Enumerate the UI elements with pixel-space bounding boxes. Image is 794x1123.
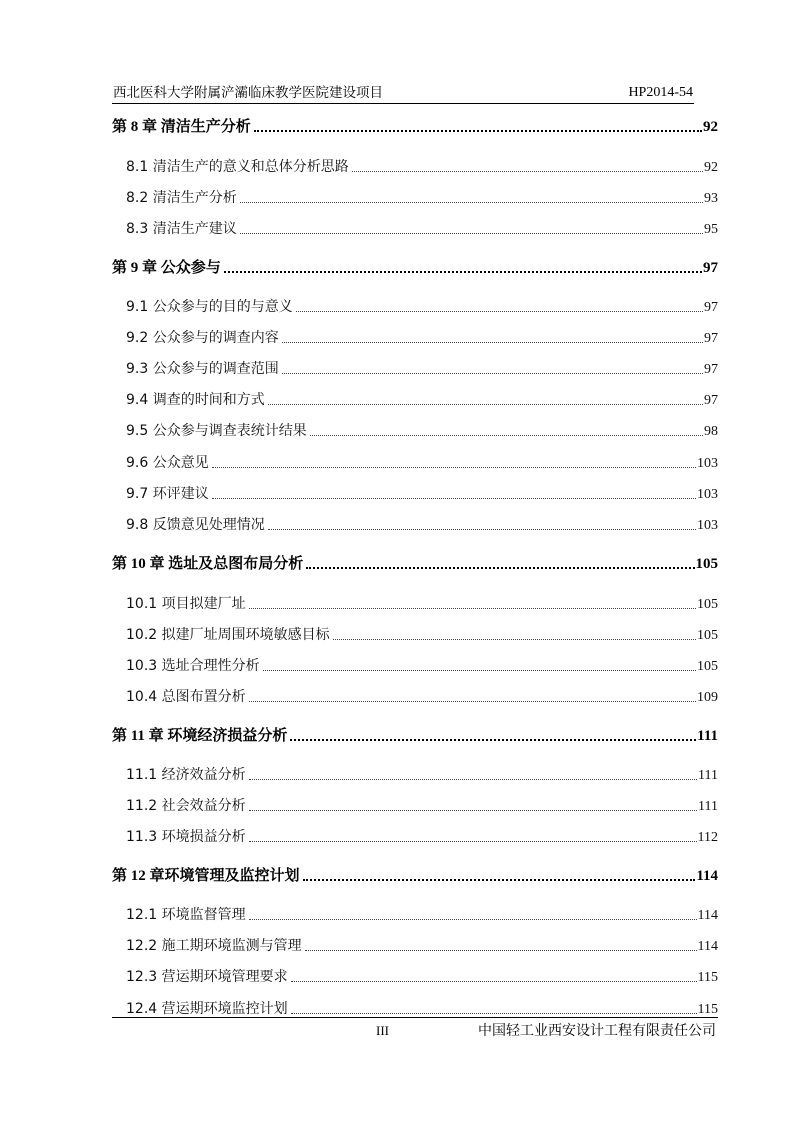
toc-section-entry[interactable] xyxy=(112,994,718,1018)
toc-entry-title: 9.7 环评建议 xyxy=(126,486,209,502)
toc-entry-title: 10.2 拟建厂址周围环境敏感目标 xyxy=(126,627,330,643)
toc-dot-leader xyxy=(282,373,703,374)
toc-section-entry[interactable] xyxy=(112,323,718,347)
toc-entry-title: 9.3 公众参与的调查范围 xyxy=(126,361,279,377)
page-header xyxy=(113,83,693,103)
toc-dot-leader xyxy=(224,271,702,273)
toc-dot-leader xyxy=(296,311,703,312)
toc-dot-leader xyxy=(305,950,697,951)
toc-entry-title: 10.1 项目拟建厂址 xyxy=(126,596,246,612)
toc-entry-title: 11.3 环境损益分析 xyxy=(126,829,246,845)
toc-entry-title: 9.6 公众意见 xyxy=(126,455,209,471)
toc-dot-leader xyxy=(212,467,696,468)
toc-entry-title: 10.3 选址合理性分析 xyxy=(126,658,260,674)
toc-dot-leader xyxy=(240,202,703,203)
toc-entry-title: 9.8 反馈意见处理情况 xyxy=(126,517,265,533)
toc-dot-leader xyxy=(352,171,703,172)
toc-dot-leader xyxy=(268,404,703,405)
toc-entry-title: 11.2 社会效益分析 xyxy=(126,798,246,814)
toc-dot-leader xyxy=(249,841,697,842)
toc-entry-title: 8.2 清洁生产分析 xyxy=(126,190,237,206)
toc-dot-leader xyxy=(282,342,703,343)
toc-section-entry[interactable] xyxy=(112,791,718,815)
toc-section-entry[interactable] xyxy=(112,448,718,472)
toc-page-number: 97 xyxy=(704,362,718,377)
toc-section-entry[interactable] xyxy=(112,931,718,955)
toc-page-number: 97 xyxy=(704,300,718,315)
toc-page-number: 115 xyxy=(697,1002,718,1017)
toc-entry-title: 第 11 章 环境经济损益分析 xyxy=(112,728,288,744)
toc-page-number: 92 xyxy=(703,119,718,135)
toc-section-entry[interactable] xyxy=(112,510,718,534)
toc-entry-title: 12.4 营运期环境监控计划 xyxy=(126,1001,288,1017)
toc-chapter-entry[interactable] xyxy=(112,861,718,885)
toc-entry-title: 第 10 章 选址及总图布局分析 xyxy=(112,556,304,572)
toc-page-number: 105 xyxy=(695,556,718,572)
toc-dot-leader xyxy=(290,739,696,741)
toc-chapter-entry[interactable] xyxy=(112,549,718,573)
footer-rule xyxy=(112,1017,718,1018)
toc-page-number: 114 xyxy=(697,908,718,923)
toc-entry-title: 9.5 公众参与调查表统计结果 xyxy=(126,423,307,439)
toc-section-entry[interactable] xyxy=(112,822,718,846)
header-code: HP2014-54 xyxy=(628,85,693,100)
header-rule xyxy=(112,103,694,104)
toc-chapter-entry[interactable] xyxy=(112,721,718,745)
toc-entry-title: 第 8 章 清洁生产分析 xyxy=(112,119,251,135)
toc-section-entry[interactable] xyxy=(112,292,718,316)
toc-page-number: 92 xyxy=(704,160,718,175)
toc-page-number: 111 xyxy=(698,799,718,814)
toc-dot-leader xyxy=(310,435,703,436)
toc-dot-leader xyxy=(263,670,696,671)
toc-chapter-entry[interactable] xyxy=(112,112,718,136)
toc-entry-title: 9.2 公众参与的调查内容 xyxy=(126,330,279,346)
toc-page-number: 93 xyxy=(704,191,718,206)
toc-entry-title: 第 9 章 公众参与 xyxy=(112,260,221,276)
toc-dot-leader xyxy=(249,919,697,920)
toc-page-number: 97 xyxy=(704,331,718,346)
toc-page-number: 103 xyxy=(697,518,718,533)
toc-section-entry[interactable] xyxy=(112,900,718,924)
toc-page-number: 97 xyxy=(703,260,718,276)
toc-page-number: 95 xyxy=(704,222,718,237)
toc-dot-leader xyxy=(240,233,703,234)
toc-page-number: 112 xyxy=(697,830,718,845)
footer-page-number: III xyxy=(376,1023,389,1038)
toc-page-number: 115 xyxy=(697,970,718,985)
toc-page-number: 97 xyxy=(704,393,718,408)
toc-section-entry[interactable] xyxy=(112,385,718,409)
toc-section-entry[interactable] xyxy=(112,651,718,675)
toc-page-number: 98 xyxy=(704,424,718,439)
toc-entry-title: 12.3 营运期环境管理要求 xyxy=(126,969,288,985)
toc-section-entry[interactable] xyxy=(112,682,718,706)
toc-dot-leader xyxy=(291,981,697,982)
toc-section-entry[interactable] xyxy=(112,479,718,503)
toc-entry-title: 第 12 章环境管理及监控计划 xyxy=(112,868,300,884)
toc-dot-leader xyxy=(254,130,702,132)
toc-page-number: 105 xyxy=(697,628,718,643)
toc-entry-title: 8.3 清洁生产建议 xyxy=(126,221,237,237)
toc-dot-leader xyxy=(306,567,694,569)
toc-dot-leader xyxy=(212,498,696,499)
toc-dot-leader xyxy=(249,608,696,609)
toc-chapter-entry[interactable] xyxy=(112,253,718,277)
toc-dot-leader xyxy=(249,701,696,702)
toc-section-entry[interactable] xyxy=(112,152,718,176)
toc-dot-leader xyxy=(333,639,696,640)
toc-dot-leader xyxy=(303,879,696,881)
toc-section-entry[interactable] xyxy=(112,760,718,784)
toc-section-entry[interactable] xyxy=(112,962,718,986)
toc-entry-title: 9.4 调查的时间和方式 xyxy=(126,392,265,408)
toc-page-number: 114 xyxy=(696,868,718,884)
toc-section-entry[interactable] xyxy=(112,416,718,440)
header-title: 西北医科大学附属浐灞临床教学医院建设项目 xyxy=(113,85,383,101)
toc-section-entry[interactable] xyxy=(112,354,718,378)
toc-dot-leader xyxy=(249,779,697,780)
toc-entry-title: 10.4 总图布置分析 xyxy=(126,689,246,705)
footer-company: 中国轻工业西安设计工程有限责任公司 xyxy=(478,1023,716,1039)
toc-page-number: 103 xyxy=(697,456,718,471)
toc-page-number: 111 xyxy=(697,728,718,744)
toc-page-number: 111 xyxy=(698,768,718,783)
toc-page-number: 105 xyxy=(697,659,718,674)
toc-entry-title: 11.1 经济效益分析 xyxy=(126,767,246,783)
toc-entry-title: 12.2 施工期环境监测与管理 xyxy=(126,938,302,954)
toc-page-number: 114 xyxy=(697,939,718,954)
toc-section-entry[interactable] xyxy=(112,183,718,207)
toc-entry-title: 12.1 环境监督管理 xyxy=(126,907,246,923)
toc-section-entry[interactable] xyxy=(112,589,718,613)
toc-dot-leader xyxy=(249,810,697,811)
toc-section-entry[interactable] xyxy=(112,214,718,238)
toc-entry-title: 9.1 公众参与的目的与意义 xyxy=(126,299,293,315)
page-footer xyxy=(112,1020,718,1042)
toc-dot-leader xyxy=(291,1013,697,1014)
toc-page-number: 109 xyxy=(697,690,718,705)
toc-entry-title: 8.1 清洁生产的意义和总体分析思路 xyxy=(126,159,349,175)
toc-dot-leader xyxy=(268,529,696,530)
toc-page-number: 105 xyxy=(697,597,718,612)
toc-section-entry[interactable] xyxy=(112,620,718,644)
toc-page-number: 103 xyxy=(697,487,718,502)
